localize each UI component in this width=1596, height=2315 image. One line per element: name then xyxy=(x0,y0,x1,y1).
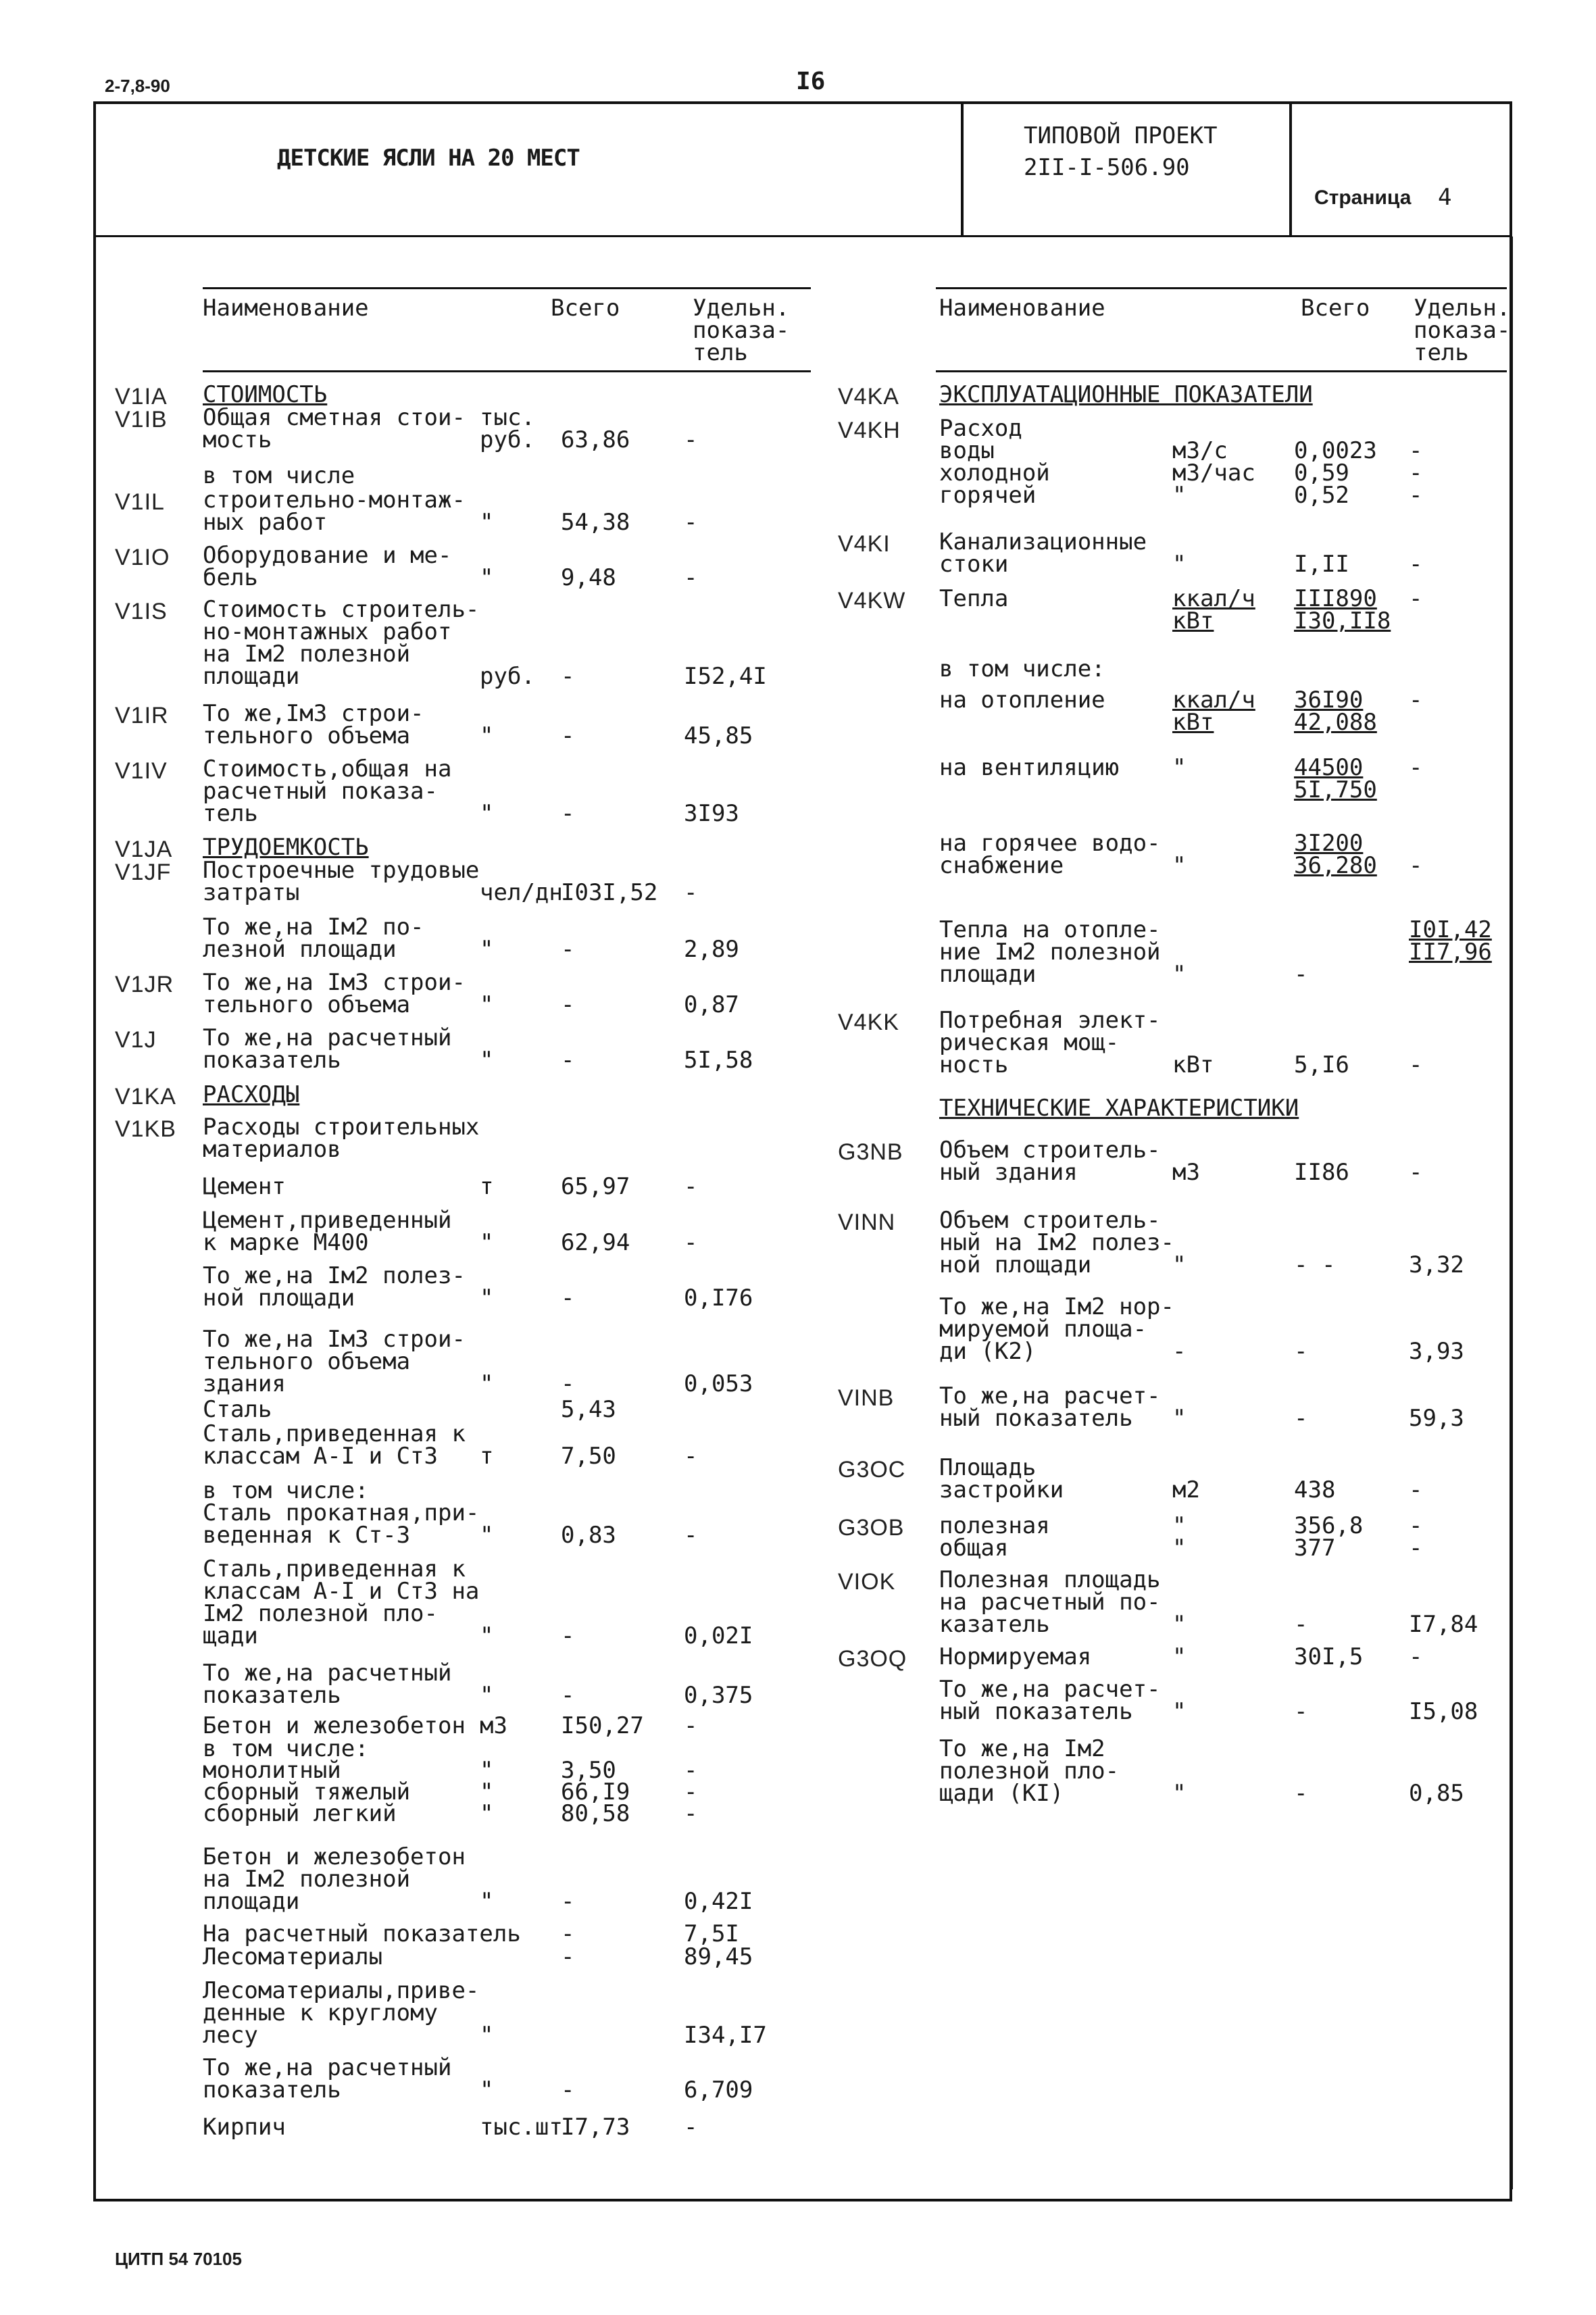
row-total: 356,8 377 xyxy=(1294,1512,1364,1562)
row-name: строительно-монтаж- ных работ xyxy=(203,487,466,536)
row-total: 63,86 xyxy=(561,426,630,453)
row-code: V4KH xyxy=(838,418,901,443)
row-specific: - xyxy=(1409,1476,1423,1503)
row-code: V1IA xyxy=(115,384,168,409)
row-specific: - xyxy=(684,1173,698,1200)
row-name: То же,на расчетный показатель xyxy=(203,2054,452,2104)
header-bottom-line xyxy=(93,235,1510,237)
row-unit: м3 xyxy=(1172,1159,1200,1186)
row-unit: " xyxy=(480,800,494,827)
row-unit: " xyxy=(480,991,494,1018)
row-name: То же,на Iм3 строи- тельного объема здания xyxy=(203,1326,466,1397)
right-margin-mark xyxy=(1511,237,1513,2189)
row-unit: " xyxy=(480,1757,494,1784)
row-name: в том числе: Сталь прокатная,при- веденная к Ст-3 xyxy=(203,1477,480,1549)
row-total: 438 xyxy=(1294,1476,1336,1503)
row-code: V4KA xyxy=(838,384,899,409)
row-unit: " xyxy=(1172,1780,1187,1807)
row-name: Лесоматериалы xyxy=(203,1943,383,1970)
row-code: G3OB xyxy=(838,1515,905,1541)
row-name: Цемент xyxy=(203,1173,286,1200)
row-name: Тепла на отопле- ние Iм2 полезной площади xyxy=(939,916,1161,988)
row-unit: ккал/ч кВт xyxy=(1172,585,1255,634)
row-unit: " xyxy=(480,1370,494,1397)
row-total: II86 xyxy=(1294,1159,1349,1186)
row-unit: " xyxy=(480,1285,494,1312)
row-code: G3NB xyxy=(838,1139,903,1165)
row-total: - xyxy=(561,1682,575,1709)
row-specific: I0I,42 II7,96 xyxy=(1409,916,1492,966)
page-label: Страница xyxy=(1314,186,1412,209)
row-name: Кирпич xyxy=(203,2114,286,2141)
row-unit: " xyxy=(1172,754,1187,781)
row-unit: руб. xyxy=(480,663,535,690)
row-name: Расходы строительных материалов xyxy=(203,1114,480,1163)
row-name: То же,на Iм2 полезной пло- щади (KI) xyxy=(939,1735,1120,1807)
row-unit: " xyxy=(1172,1643,1187,1670)
row-total: I,II xyxy=(1294,551,1349,578)
row-name: СТОИМОСТЬ xyxy=(203,381,328,408)
row-unit: " xyxy=(480,1682,494,1709)
row-name: Оборудование и ме- бель xyxy=(203,542,452,591)
row-total: 3I200 36,280 xyxy=(1294,830,1377,879)
header-divider-2 xyxy=(1289,101,1292,237)
row-code: V1IO xyxy=(115,545,170,570)
row-code: V4KW xyxy=(838,588,906,614)
row-total: 3,50 xyxy=(561,1757,616,1784)
row-specific: - xyxy=(1409,852,1423,879)
row-unit: " xyxy=(480,1047,494,1074)
row-code: G3OQ xyxy=(838,1646,907,1672)
row-unit: " xyxy=(480,936,494,963)
row-code: V1KA xyxy=(115,1084,176,1110)
row-name: на горячее водо- снабжение xyxy=(939,830,1161,879)
row-total: 66,I9 xyxy=(561,1778,630,1806)
row-unit: " xyxy=(480,1888,494,1915)
row-total: - xyxy=(561,1888,575,1915)
row-specific: - xyxy=(684,1522,698,1549)
row-unit: т xyxy=(480,1173,494,1200)
right-header-top-line xyxy=(936,287,1507,289)
row-code: V1J xyxy=(115,1027,157,1053)
row-total: - xyxy=(1294,1698,1308,1725)
row-specific: - xyxy=(1409,1643,1423,1670)
row-name: ТЕХНИЧЕСКИЕ ХАРАКТЕРИСТИКИ xyxy=(939,1095,1299,1122)
row-name: Сталь xyxy=(203,1396,272,1423)
row-specific: 5I,58 xyxy=(684,1047,753,1074)
row-total: - xyxy=(1294,1611,1308,1638)
row-unit: " xyxy=(480,1229,494,1256)
row-specific: 0,375 xyxy=(684,1682,753,1709)
row-total: 0,83 xyxy=(561,1522,616,1549)
row-name: Цемент,приведенный к марке М400 xyxy=(203,1207,452,1256)
row-total: 5,43 xyxy=(561,1396,616,1423)
header-divider-1 xyxy=(961,101,964,237)
row-name: Бетон и железобетон на Iм2 полезной площади xyxy=(203,1843,466,1915)
row-name: То же,на Iм3 строи- тельного объема xyxy=(203,969,466,1018)
row-name: Тепла xyxy=(939,585,1009,612)
row-name: На расчетный показатель xyxy=(203,1920,521,1947)
row-name: Объем строитель- ный здания xyxy=(939,1137,1161,1186)
row-name: Сталь,приведенная к классам А-I и Ст3 xyxy=(203,1420,466,1470)
row-specific: I7,84 xyxy=(1409,1611,1478,1638)
row-total: - xyxy=(561,722,575,749)
row-specific: 0,85 xyxy=(1409,1780,1464,1807)
right-header-bottom-line xyxy=(936,370,1507,372)
row-total: - xyxy=(561,1370,575,1397)
row-specific: I5,08 xyxy=(1409,1698,1478,1725)
row-name: полезная общая xyxy=(939,1512,1050,1562)
row-total: - xyxy=(561,1285,575,1312)
row-unit: " xyxy=(480,1622,494,1649)
row-name: Нормируемая xyxy=(939,1643,1092,1670)
row-unit: чел/дн xyxy=(480,879,563,906)
row-specific: 6,709 xyxy=(684,2076,753,2104)
row-unit: " xyxy=(1172,1405,1187,1432)
row-specific: - xyxy=(1409,1159,1423,1186)
row-specific: I34,I7 xyxy=(684,2022,767,2049)
row-total: - xyxy=(1294,1338,1308,1365)
row-unit: " xyxy=(1172,551,1187,578)
row-specific: - xyxy=(684,2114,698,2141)
row-total: 9,48 xyxy=(561,564,616,591)
row-unit: " xyxy=(1172,1251,1187,1278)
row-name: в том числе: xyxy=(203,1735,369,1762)
row-specific: - xyxy=(684,1229,698,1256)
row-total: 7,50 xyxy=(561,1443,616,1470)
page-title: ДЕТСКИЕ ЯСЛИ НА 20 МЕСТ xyxy=(277,145,580,172)
sheet-page-number: I6 xyxy=(796,68,826,95)
row-name: ЭКСПЛУАТАЦИОННЫЕ ПОКАЗАТЕЛИ xyxy=(939,381,1313,408)
row-total: 80,58 xyxy=(561,1800,630,1827)
row-name: Канализационные стоки xyxy=(939,528,1147,578)
row-name: Общая сметная стои- мость xyxy=(203,404,466,453)
row-name: Сталь,приведенная к классам А-I и Ст3 на Iм2 полезной пло- щади xyxy=(203,1555,480,1649)
row-name: Построечные трудовые затраты xyxy=(203,857,480,906)
row-specific: - xyxy=(684,509,698,536)
row-name: Площадь застройки xyxy=(939,1454,1064,1503)
row-total: I03I,52 xyxy=(561,879,658,906)
row-specific: - xyxy=(684,1712,698,1739)
row-code: V1IV xyxy=(115,758,168,784)
row-name: Стоимость,общая на расчетный показа- тель xyxy=(203,755,452,827)
row-specific: 7,5I xyxy=(684,1920,739,1947)
row-unit: " xyxy=(480,1778,494,1806)
row-specific: - xyxy=(684,564,698,591)
row-specific: 59,3 xyxy=(1409,1405,1464,1432)
row-total: - xyxy=(561,936,575,963)
row-unit: " xyxy=(480,564,494,591)
row-specific: 45,85 xyxy=(684,722,753,749)
row-total: 62,94 xyxy=(561,1229,630,1256)
row-total: - xyxy=(561,1943,575,1970)
row-name: в том числе xyxy=(203,462,355,489)
row-unit: " xyxy=(1172,852,1187,879)
row-specific: 0,02I xyxy=(684,1622,753,1649)
row-unit: " " xyxy=(1172,1512,1187,1562)
row-specific: 0,I76 xyxy=(684,1285,753,1312)
row-total: - - xyxy=(1294,1251,1336,1278)
row-specific: - xyxy=(684,1778,698,1806)
row-code: G3OC xyxy=(838,1457,906,1483)
left-col-total-header: Всего xyxy=(551,295,620,322)
row-name: РАСХОДЫ xyxy=(203,1081,300,1108)
row-name: То же,на Iм2 по- лезной площади xyxy=(203,914,424,963)
row-name: То же,на расчетный показатель xyxy=(203,1660,452,1709)
row-total: 54,38 xyxy=(561,509,630,536)
right-col-name-header: Наименование xyxy=(939,295,1105,322)
row-total: 36I90 42,088 xyxy=(1294,687,1377,736)
row-name: сборный тяжелый xyxy=(203,1778,411,1806)
row-specific: 89,45 xyxy=(684,1943,753,1970)
row-name: Расход воды холодной горячей xyxy=(939,415,1050,509)
row-specific: - - - xyxy=(1409,437,1423,509)
row-specific: - xyxy=(684,1757,698,1784)
row-code: V1IS xyxy=(115,599,168,624)
row-unit: " xyxy=(1172,961,1187,988)
row-unit: " xyxy=(480,509,494,536)
row-code: VIOK xyxy=(838,1569,896,1595)
row-name: То же,на Iм2 полез- ной площади xyxy=(203,1262,466,1312)
row-name: То же,Iм3 строи- тельного объема xyxy=(203,700,424,749)
row-name: Объем строитель- ный на Iм2 полез- ной площади xyxy=(939,1207,1174,1278)
row-name: монолитный xyxy=(203,1757,341,1784)
row-name: То же,на Iм2 нор- мируемой площа- ди (K2) xyxy=(939,1293,1174,1365)
row-code: VINB xyxy=(838,1385,895,1411)
right-col-specific-header: Удельн. показа- тель xyxy=(1414,295,1511,366)
row-total: - xyxy=(561,991,575,1018)
row-unit: м3/с м3/час " xyxy=(1172,437,1255,509)
row-name: на отопление xyxy=(939,687,1105,714)
row-unit: кВт xyxy=(1172,1051,1214,1078)
row-unit: - xyxy=(1172,1338,1187,1365)
row-total: 30I,5 xyxy=(1294,1643,1364,1670)
project-code: 2II-I-506.90 xyxy=(1024,154,1190,181)
row-unit: " xyxy=(480,1522,494,1549)
row-code: V1JF xyxy=(115,860,172,885)
row-code: V4KI xyxy=(838,531,891,557)
row-unit: тыс.шт xyxy=(480,2114,563,2141)
row-specific: - xyxy=(1409,754,1423,781)
row-total: I50,27 xyxy=(561,1712,644,1739)
row-unit: ккал/ч кВт xyxy=(1172,687,1255,736)
row-unit: " xyxy=(1172,1611,1187,1638)
row-unit: м3 xyxy=(480,1712,507,1739)
row-total: - xyxy=(561,1047,575,1074)
row-specific: 0,053 xyxy=(684,1370,753,1397)
row-code: V1IR xyxy=(115,703,169,728)
row-code: VINN xyxy=(838,1210,896,1235)
row-code: V1IB xyxy=(115,407,168,432)
row-name: ТРУДОЕМКОСТЬ xyxy=(203,834,369,861)
row-specific: 0,42I xyxy=(684,1888,753,1915)
row-code: V4KK xyxy=(838,1010,899,1035)
project-label: ТИПОВОЙ ПРОЕКТ xyxy=(1024,122,1218,149)
row-specific: - xyxy=(684,879,698,906)
row-specific: - xyxy=(684,426,698,453)
row-total: 5,I6 xyxy=(1294,1051,1349,1078)
row-total: - xyxy=(561,800,575,827)
row-specific: 3,32 xyxy=(1409,1251,1464,1278)
row-name: в том числе: xyxy=(939,655,1105,682)
row-specific: 2,89 xyxy=(684,936,739,963)
row-code: V1JR xyxy=(115,972,174,997)
row-unit: " xyxy=(480,2022,494,2049)
row-unit: " xyxy=(1172,1698,1187,1725)
row-specific: - xyxy=(1409,1051,1423,1078)
row-name: То же,на расчетный показатель xyxy=(203,1024,452,1074)
row-name: Стоимость строитель- но-монтажных работ на Iм2 полезной площади xyxy=(203,596,480,690)
row-name: сборный легкий xyxy=(203,1800,397,1827)
row-total: - xyxy=(1294,1780,1308,1807)
sheet-code: 2-7,8-90 xyxy=(105,76,170,96)
row-name: Потребная элект- рическая мощ- ность xyxy=(939,1007,1161,1078)
right-col-total-header: Всего xyxy=(1301,295,1370,322)
row-total: - xyxy=(561,663,575,690)
row-specific: - xyxy=(1409,585,1423,612)
row-total: III890 I30,II8 xyxy=(1294,585,1391,634)
row-code: V1KB xyxy=(115,1116,176,1142)
row-specific: 0,87 xyxy=(684,991,739,1018)
row-total: - xyxy=(561,2076,575,2104)
row-unit: " xyxy=(480,2076,494,2104)
row-total: - xyxy=(1294,1405,1308,1432)
row-name: Полезная площадь на расчетный по- казатель xyxy=(939,1566,1161,1638)
row-unit: " xyxy=(480,1800,494,1827)
row-unit: тыс. руб. xyxy=(480,404,535,453)
bottom-stamp: ЦИТП 54 70105 xyxy=(115,2249,242,2269)
row-specific: I52,4I xyxy=(684,663,767,690)
row-name: Бетон и железобетон xyxy=(203,1712,466,1739)
row-total: - xyxy=(561,1622,575,1649)
row-total: - xyxy=(1294,961,1308,988)
row-unit: м2 xyxy=(1172,1476,1200,1503)
left-header-bottom-line xyxy=(203,370,811,372)
row-total: 0,0023 0,59 0,52 xyxy=(1294,437,1377,509)
row-specific: - xyxy=(1409,687,1423,714)
row-code: V1IL xyxy=(115,489,165,515)
row-total: 44500 5I,750 xyxy=(1294,754,1377,803)
row-name: на вентиляцию xyxy=(939,754,1120,781)
page-value: 4 xyxy=(1438,184,1452,211)
row-code: V1JA xyxy=(115,837,173,862)
row-specific: - - xyxy=(1409,1512,1423,1562)
row-specific: - xyxy=(1409,551,1423,578)
left-col-name-header: Наименование xyxy=(203,295,369,322)
row-specific: 3,93 xyxy=(1409,1338,1464,1365)
row-total: I7,73 xyxy=(561,2114,630,2141)
row-name: То же,на расчет- ный показатель xyxy=(939,1383,1161,1432)
row-total: 65,97 xyxy=(561,1173,630,1200)
row-total: - xyxy=(561,1920,575,1947)
row-unit: " xyxy=(480,722,494,749)
left-col-specific-header: Удельн. показа- тель xyxy=(693,295,790,366)
row-specific: 3I93 xyxy=(684,800,739,827)
row-unit: т xyxy=(480,1443,494,1470)
left-header-top-line xyxy=(203,287,811,289)
row-specific: - xyxy=(684,1443,698,1470)
row-name: Лесоматериалы,приве- денные к круглому лесу xyxy=(203,1977,480,2049)
row-name: То же,на расчет- ный показатель xyxy=(939,1676,1161,1725)
row-specific: - xyxy=(684,1800,698,1827)
